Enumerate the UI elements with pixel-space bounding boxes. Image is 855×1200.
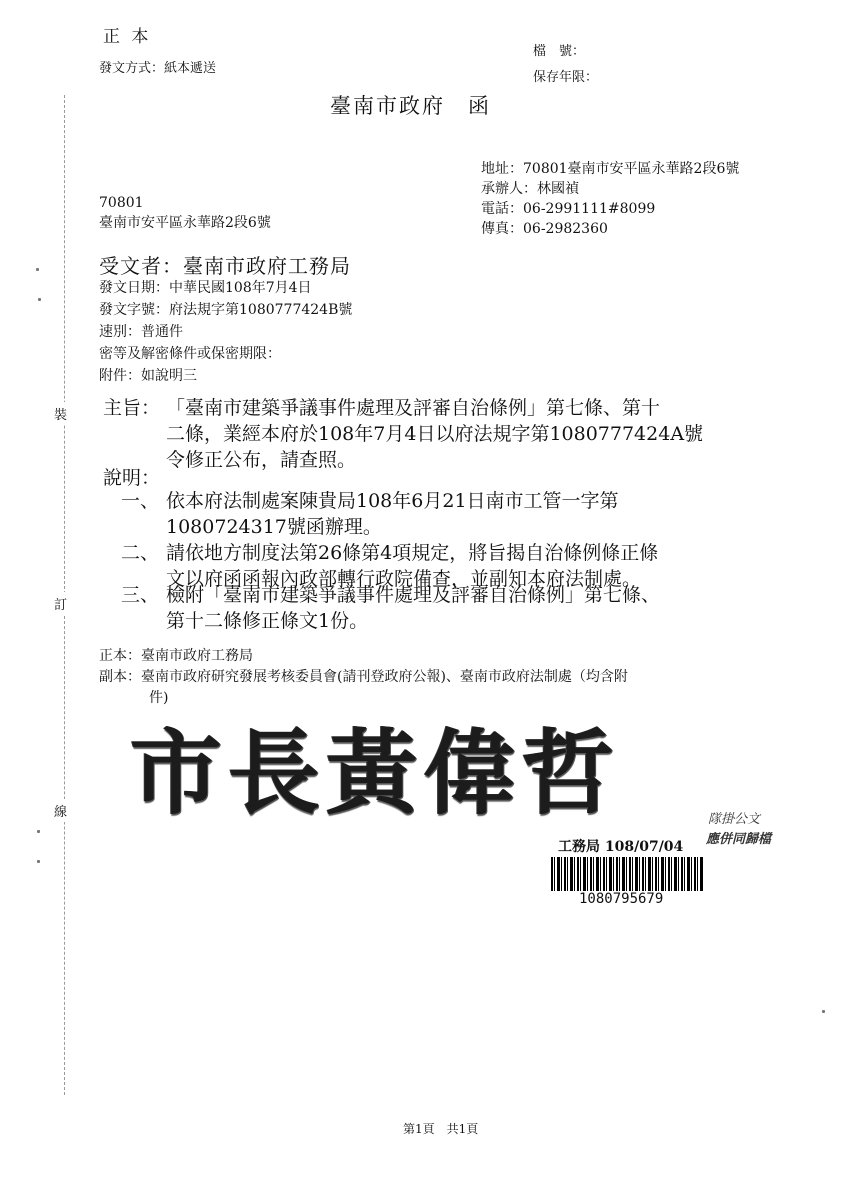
- recipient-street: 臺南市安平區永華路2段6號: [99, 215, 271, 231]
- copy-recipients-cont: 件): [149, 690, 169, 706]
- receipt-stamp: 工務局 108/07/04: [558, 839, 684, 855]
- binding-mark-zhuang: 裝: [54, 402, 67, 425]
- recipient: 受文者：臺南市政府工務局: [99, 254, 351, 278]
- copy-type-label: 正 本: [103, 27, 152, 47]
- sender-address: 地址：70801臺南市安平區永華路2段6號: [481, 161, 740, 177]
- explanation-line: 1080724317號函辦理。: [166, 516, 382, 538]
- mayor-signature-seal: 市長黃偉哲: [130, 719, 621, 827]
- scan-speck: [37, 830, 40, 833]
- document-number: 發文字號：府法規字第1080777424B號: [99, 302, 353, 318]
- subject-line: 「臺南市建築爭議事件處理及評審自治條例」第七條、第十: [166, 397, 661, 419]
- handwritten-note-line1: 隊掛公文: [708, 812, 761, 827]
- delivery-speed: 速別：普通件: [99, 324, 183, 340]
- sender-phone: 電話：06-2991111#8099: [481, 201, 656, 217]
- sender-info: [481, 159, 739, 239]
- scan-speck: [37, 860, 40, 863]
- explanation-label: 說明：: [103, 467, 161, 489]
- page-footer: 第1頁 共1頁: [403, 1122, 479, 1136]
- sender-fax: 傳真：06-2982360: [481, 221, 608, 237]
- explanation-item-1: [166, 488, 619, 540]
- binding-mark-ding: 訂: [54, 592, 67, 615]
- barcode-number: 1080795679: [579, 891, 664, 907]
- binding-mark-xian: 線: [54, 799, 67, 822]
- explanation-line: 請依地方制度法第26條第4項規定，將旨揭自治條例條正條: [166, 542, 659, 564]
- subject-text: [166, 395, 703, 473]
- subject-line: 令修正公布，請查照。: [166, 449, 357, 471]
- document-meta: [99, 277, 352, 387]
- original-recipient: 正本：臺南市政府工務局: [99, 648, 253, 664]
- explanation-item-2-number: 二、: [121, 542, 160, 564]
- scan-speck: [36, 268, 39, 271]
- retention-period-label: 保存年限：: [533, 70, 599, 85]
- classification: 密等及解密條件或保密期限：: [99, 346, 281, 362]
- subject-line: 二條，業經本府於108年7月4日以府法規字第1080777424A號: [166, 423, 704, 445]
- explanation-line: 依本府法制處案陳貴局108年6月21日南市工管一字第: [166, 490, 619, 512]
- subject-label: 主旨：: [103, 397, 161, 419]
- issue-date: 發文日期：中華民國108年7月4日: [99, 280, 312, 296]
- document-title: 臺南市政府 函: [330, 94, 491, 118]
- sender-contact: 承辦人：林國禎: [481, 181, 579, 197]
- explanation-item-3-number: 三、: [121, 584, 160, 606]
- explanation-line: 第十二條修正條文1份。: [166, 610, 369, 632]
- explanation-item-3: [166, 582, 660, 634]
- copy-recipients: 副本：臺南市政府研究發展考核委員會(請刊登政府公報)、臺南市政府法制處（均含附: [99, 669, 628, 685]
- recipient-mailing-address: [99, 193, 271, 233]
- delivery-method: 發文方式：紙本遞送: [99, 61, 217, 76]
- explanation-item-1-number: 一、: [121, 490, 160, 512]
- recipient-postal-code: 70801: [99, 195, 144, 211]
- file-number-label: 檔 號：: [533, 44, 586, 59]
- handwritten-note-line2: 應併同歸檔: [706, 832, 772, 847]
- scan-speck: [822, 1010, 825, 1013]
- explanation-line: 文以府函函報內政部轉行政院備查，並副知本府法制處。: [166, 568, 642, 590]
- barcode: [551, 857, 703, 891]
- explanation-line: 檢附「臺南市建築爭議事件處理及評審自治條例」第七條、: [166, 584, 661, 606]
- scan-speck: [38, 298, 41, 301]
- attachment-note: 附件：如說明三: [99, 368, 197, 384]
